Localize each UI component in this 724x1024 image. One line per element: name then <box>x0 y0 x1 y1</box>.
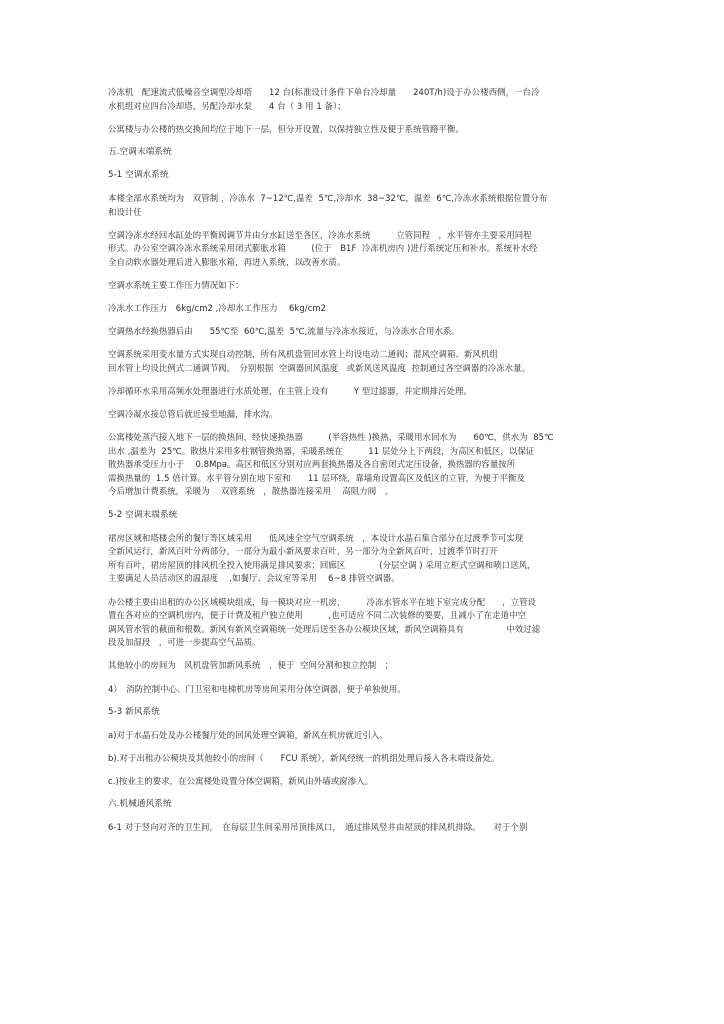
paragraph-line: 冷却循环水采用高频水处理器进行水质处理，在主管上设有 Y 型过滤器，并定期排污处理。 <box>108 385 472 396</box>
paragraph-line: 裙房区域和塔楼会所的餐厅等区域采用 低风速全空气空调系统 ，本设计水晶石集合部分在过渡季节可实现 <box>108 532 524 543</box>
paragraph-gap <box>108 293 616 303</box>
section-heading: 五.空调末端系统 <box>108 146 172 157</box>
paragraph-gap <box>108 316 616 326</box>
paragraph-line: 空调系统采用变水量方式实现自动控制，所有风机盘管回水管上均设电动二通阀；混风空调箱、新风机组 <box>108 349 498 360</box>
paragraph-line: 其他较小的房间为 风机盘管加新风系统 ，便于 空间分割和独立控制 ； <box>108 660 394 671</box>
paragraph-line: 冷冻机 配速流式低噪音空调型冷却塔 12 台(标准设计条件下单台冷却量 240T/h)设于办公楼西侧，一台冷 <box>108 87 540 97</box>
paragraph-line: 空调水系统主要工作压力情况如下： <box>108 279 244 290</box>
paragraph-line: 公寓楼处蒸汽接入地下一层的换热间，经快速换热器 (半容热性 )换热，采暖用水回水为 60℃，供水为 85℃ <box>108 432 554 443</box>
paragraph-gap <box>108 136 616 146</box>
section-heading: 5-1 空调水系统 <box>108 169 169 180</box>
paragraph-line: 全自动软水器处理后进入膨胀水箱，再进入系统，以改善水质。 <box>108 256 346 267</box>
paragraph-gap <box>108 650 616 660</box>
paragraph-line: 今后增加计费系统，采暖为 双管系统 ，散热器连接采用 高阻力阀 。 <box>108 486 394 497</box>
paragraph-gap <box>108 742 616 752</box>
paragraph-gap <box>108 499 616 509</box>
paragraph-line: 空调热水经换热器后由 55℃至 60℃,温差 5℃,流量与冷冻水接近，与冷冻水合用水系。 <box>108 326 460 337</box>
paragraph-line: 和设计任 <box>108 206 142 217</box>
paragraph-line: 本楼全部水系统均为 双管制 ，冷冻水 7~12℃,温差 5℃,冷却水 38~32℃，温差 6℃,冷冻水系统根据位置分布 <box>108 192 548 203</box>
section-heading: 5-3 新风系统 <box>108 706 160 717</box>
paragraph-line: 所有百叶，裙房屋顶的排风机全投入使用满足排风要求；回廊区 (分层空调 ) 采用立柜式空调和喷口送风， <box>108 559 536 570</box>
paragraph-gap <box>108 399 616 409</box>
paragraph-line: 主要满足人员活动区的温湿度 ,如餐厅、会议室等采用 6~8 排管空调器。 <box>108 573 400 584</box>
document-body <box>108 86 616 835</box>
paragraph-gap <box>108 522 616 532</box>
paragraph-line: 置在各对应的空调机房内，便于计费及租户独立使用 ,也可适应不同二次装修的要要，且减小了在走道中空 <box>108 610 527 621</box>
section-heading: 六.机械通风系统 <box>108 798 172 809</box>
paragraph-gap <box>108 719 616 729</box>
paragraph-line: 空调冷凝水接总管后就近接至地漏，排水沟。 <box>108 409 278 419</box>
paragraph-gap <box>108 375 616 385</box>
paragraph-gap <box>108 339 616 349</box>
paragraph-gap <box>108 182 616 192</box>
paragraph-line: 全新风运行，新风百叶分两部分，一部分为最小新风要求百叶，另一部分为全新风百叶，过渡季节时打开 <box>108 546 498 557</box>
paragraph-line: 6-1 对于竖向对齐的卫生间， 在每层卫生间采用吊顶排风口， 通过排风竖井由屋顶的排风机排除。 对于个别 <box>108 822 528 833</box>
paragraph-line: 4） 消防控制中心、门卫室和电梯机房等房间采用分体空调器，便于单独使用。 <box>108 683 406 694</box>
paragraph-line: 空调冷冻水经回水缸处的平衡阀调节并由分水缸送至各区，冷冻水系统 立管同程 ，水平管亦主要采用同程 <box>108 229 532 240</box>
paragraph-line: a)对于水晶石处及办公楼餐厅处的回风处理空调箱，新风在机房就近引入。 <box>108 729 388 740</box>
paragraph-line: 公寓楼与办公楼的热交换间均位于地下一层，但分开设置，以保持独立性及便于系统管路平衡。 <box>108 123 464 134</box>
paragraph-line: 形式。办公室空调冷冻水系统采用闭式膨胀水箱 (位于 B1F 冷冻机房内 )进行系统定压和补水。系统补水经 <box>108 243 538 254</box>
paragraph-gap <box>108 765 616 775</box>
paragraph-line: 水机组对应四台冷却塔，另配冷却水泵 4 台（ 3 用 1 备）； <box>108 100 346 111</box>
paragraph-line: 需换热量的 1.5 倍计算。水平管分别在地下室和 11 层环绕，靠墙角设置高区及低区的立管，为便于平衡及 <box>108 472 525 483</box>
paragraph-gap <box>108 812 616 822</box>
paragraph-line: 回水管上均设比例式二通调节阀， 分别根据 空调器回风温度 或新风送风温度 控制通过各空调器的冷冻水量。 <box>108 362 531 373</box>
paragraph-gap <box>108 696 616 706</box>
paragraph-line: 调风管水管的截面和根数。新风有新风空调箱统一处理后送至各办公模块区域，新风空调箱具有 中效过滤 <box>108 623 541 634</box>
paragraph-gap <box>108 788 616 798</box>
paragraph-line: 冷冻水工作压力 6kg/cm2 ,冷却水工作压力 6kg/cm2 <box>108 303 327 314</box>
paragraph-line: 出水 ,温差为 25℃。散热片采用多柱钢管换热器，采暖系统在 11 层处分上下两段，为高区和低区，以保证 <box>108 445 535 456</box>
paragraph-line: 办公楼主要由出租的办公区域模块组成，每一模块对应一机房， 冷冻水管水平在地下室完成分配 ，立管设 <box>108 596 537 607</box>
paragraph-line: 散热器承受压力小于 0.8Mpa。高区和低区分别对应两套换热器及各自密闭式定压设备，换热器的容量按所 <box>108 459 516 470</box>
paragraph-line: c.)按业主的要求，在公寓楼处设置分体空调箱，新风由外墙或窗渗入。 <box>108 775 374 786</box>
paragraph-gap <box>108 219 616 229</box>
paragraph-gap <box>108 586 616 596</box>
paragraph-line: 段及加湿段 ，可进一步提高空气品质。 <box>108 637 261 648</box>
paragraph-gap <box>108 113 616 123</box>
paragraph-gap <box>108 673 616 683</box>
paragraph-line: b).对于出租办公模块及其他较小的房间（ FCU 系统），新风经统一的机组处理后接入各末端设备处。 <box>108 752 500 763</box>
paragraph-gap <box>108 159 616 169</box>
section-heading: 5-2 空调末端系统 <box>108 509 178 520</box>
paragraph-gap <box>108 269 616 279</box>
paragraph-gap <box>108 422 616 432</box>
